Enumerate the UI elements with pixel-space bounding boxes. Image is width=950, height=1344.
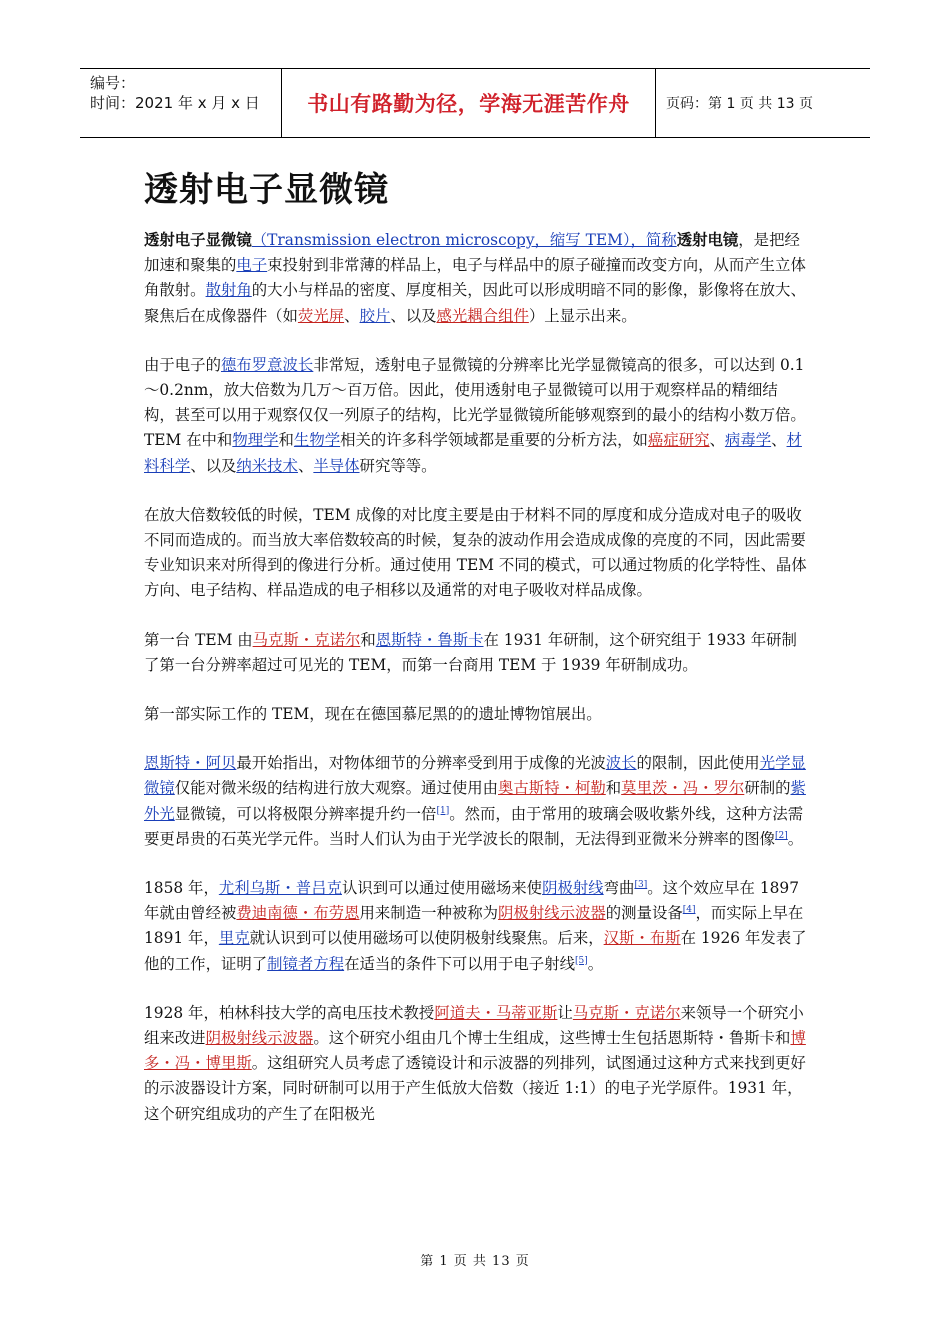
text: 束投射到非常薄的样品上，电子与样品中的原子碰撞而改变方向，从而产生立体角散射。 [144,256,806,300]
link-film[interactable]: 胶片 [359,306,391,325]
text: 、以及 [390,306,437,325]
text: 非常短，透射电子显微镜的分辨率比光学显微镜高的很多，可以达到 0.1～0.2nm，放大倍数为几万～百万倍。因此，使用透射电子显微镜可以用于观察样品的精细结构，甚至可以用于观察仅仅一列原子的结构，比光学显微镜所能够观察到的最小的结构小数万倍。TEM 在中和 [144,355,806,450]
link-moritz-von-rohr[interactable]: 莫里茨・冯・罗尔 [621,779,745,798]
text: 认识到可以通过使用磁场来使 [341,879,543,898]
link-physics[interactable]: 物理学 [232,431,279,450]
number-label: 编号： [90,74,136,92]
link-electron[interactable]: 电子 [236,256,268,275]
text: 。 [587,954,604,973]
text: 、 [709,431,725,450]
link-semiconductor[interactable]: 半导体 [313,456,360,475]
header-page-code: 页码：第 1 页 共 13 页 [666,96,813,112]
text: 和 [605,779,622,798]
text: 、 [771,431,787,450]
paragraph-resolution [144,353,808,479]
link-ernst-abbe[interactable]: 恩斯特・阿贝 [144,754,237,773]
text: 仅能对微米级的结构进行放大观察。通过使用由 [174,779,499,798]
link-max-knoll-2[interactable]: 马克斯・克诺尔 [572,1003,681,1022]
text: 用来制造一种被称为 [359,904,499,923]
text: ）上显示出来。 [528,306,637,325]
text: 在适当的条件下可以用于电子射线 [344,954,575,973]
text: ，是把经加速和聚集的 [144,231,800,275]
link-ernst-ruska[interactable]: 恩斯特・鲁斯卡 [375,630,484,649]
page-title: 透射电子显微镜 [144,170,389,210]
text: 相关的许多科学领域都是重要的分析方法，如 [340,431,648,450]
paragraph-1928 [144,1001,808,1127]
link-lensmaker-equation[interactable]: 制镜者方程 [267,954,345,973]
text: ，而实际上早在 1891 年， [144,904,804,948]
text: 。然而，由于常用的玻璃会吸收紫外线，这种方法需要更昂贵的石英光学元件。当时人们认为由于光学波长的限制，无法得到亚微米分辨率的图像 [144,804,804,848]
paragraph-abbe [144,751,808,852]
link-wavelength[interactable]: 波长 [605,754,637,773]
link-oscilloscope-2[interactable]: 阴极射线示波器 [205,1029,314,1048]
paragraph-contrast: 在放大倍数较低的时候，TEM 成像的对比度主要是由于材料不同的厚度和成分造成对电子的吸收不同而造成的。而当放大率倍数较高的时候，复杂的波动作用会造成成像的亮度的不同，因此需要专业知识来对所得到的像进行分析。通过使用 TEM 不同的模式，可以通过物质的化学特性、晶体方向、电子结构、样品造成的电子相移以及通常的对电子吸收对样品成像。 [144,505,807,600]
text: 、 [344,306,360,325]
text: 让 [557,1003,573,1022]
paragraph-intro [144,228,808,329]
text: 1928 年，柏林科技大学的高电压技术教授 [144,1003,435,1022]
text: 弯曲 [603,879,635,898]
paragraph-first-tem [144,628,808,678]
term-short: 透射电镜 [676,231,739,249]
text: 的限制，因此使用 [636,754,760,773]
article-body [144,228,808,1151]
link-ccd[interactable]: 感光耦合组件 [436,306,529,325]
page-footer: 第 1 页 共 13 页 [420,1254,530,1269]
term-tem: 透射电子显微镜 [144,231,252,249]
link-riecke[interactable]: 里克 [218,929,250,948]
text: 研制的 [744,779,791,798]
link-oscilloscope[interactable]: 阴极射线示波器 [498,904,606,923]
header-meta [80,69,281,137]
ref-link-4[interactable]: [4] [682,905,696,916]
text: 第一台 TEM 由 [144,630,253,649]
ref-link-5[interactable]: [5] [574,955,588,966]
ref-link-2[interactable]: [2] [775,830,788,841]
text: 就认识到可以使用磁场可以使阴极射线聚焦。后来， [249,929,604,948]
text: 的大小与样品的密度、厚度相关，因此可以形成明暗不同的影像，影像将在放大、聚焦后在成像器件（如 [144,281,806,325]
link-de-broglie[interactable]: 德布罗意波长 [220,355,314,374]
text: 显微镜，可以将极限分辨率提升约一倍 [174,804,437,823]
text: 来领导一个研究小组来改进 [144,1003,804,1048]
header-motto: 书山有路勤为径，学海无涯苦作舟 [281,69,656,137]
link-ferdinand-braun[interactable]: 费迪南德・布劳恩 [236,904,360,923]
link-adolf-matthias[interactable]: 阿道夫・马蒂亚斯 [434,1003,558,1022]
text: 的测量设备 [605,904,683,923]
link-english-name[interactable]: （Transmission electron microscopy，缩写 TEM），简称 [251,231,677,249]
text: 。这个研究小组由几个博士生组成，这些博士生包括恩斯特・鲁斯卡和 [313,1029,791,1048]
link-nanotech[interactable]: 纳米技术 [236,456,298,475]
ref-link-3[interactable]: [3] [634,879,648,890]
link-fluorescent-screen[interactable]: 荧光屏 [297,306,345,325]
text: 最开始指出，对物体细节的分辨率受到用于成像的光波 [236,754,606,773]
link-max-knoll[interactable]: 马克斯・克诺尔 [252,630,361,649]
text: 和 [360,630,376,649]
text: 在 1931 年研制，这个研究组于 1933 年研制了第一台分辨率超过可见光的 TEM，而第一台商用 TEM 于 1939 年研制成功。 [144,630,797,674]
link-ultraviolet[interactable]: 紫外光 [144,779,806,823]
paragraph-1858 [144,876,808,977]
date-line: 时间：2021 年 x 月 x 日 [90,94,260,112]
text: 在 1926 年发表了他的工作，证明了 [144,929,807,973]
link-hans-busch[interactable]: 汉斯・布斯 [603,929,681,948]
text: 1858 年， [144,879,219,898]
link-plucker[interactable]: 尤利乌斯・普吕克 [218,879,342,898]
text: 和 [278,431,294,450]
ref-link-1[interactable]: [1] [436,805,450,816]
link-optical-microscope[interactable]: 光学显微镜 [144,754,806,798]
link-virology[interactable]: 病毒学 [724,431,772,450]
link-bodo-von-borries[interactable]: 博多・冯・博里斯 [144,1029,806,1073]
header-table [80,68,870,138]
link-materials-science[interactable]: 材料科学 [144,431,802,475]
text: 。 [787,829,804,848]
link-cathode-ray[interactable]: 阴极射线 [542,879,604,898]
text: 。这组研究人员考虑了透镜设计和示波器的列排列，试图通过这种方式来找到更好的示波器设计方案，同时研制可以用于产生低放大倍数（接近 1:1）的电子光学原件。1931 年，这个研究组成功的产生了在阳极光 [144,1054,806,1123]
text: 、以及 [190,456,237,475]
text: 由于电子的 [144,355,221,374]
text: 、 [297,456,314,475]
text: 。这个效应早在 1897 年就由曾经被 [144,879,799,923]
link-cancer-research[interactable]: 癌症研究 [647,431,710,450]
link-biology[interactable]: 生物学 [293,431,341,450]
paragraph-museum: 第一部实际工作的 TEM，现在在德国慕尼黑的的遗址博物馆展出。 [144,705,602,724]
link-august-kohler[interactable]: 奥古斯特・柯勒 [498,779,606,798]
text: 研究等等。 [359,456,437,475]
link-scatter-angle[interactable]: 散射角 [205,281,252,300]
